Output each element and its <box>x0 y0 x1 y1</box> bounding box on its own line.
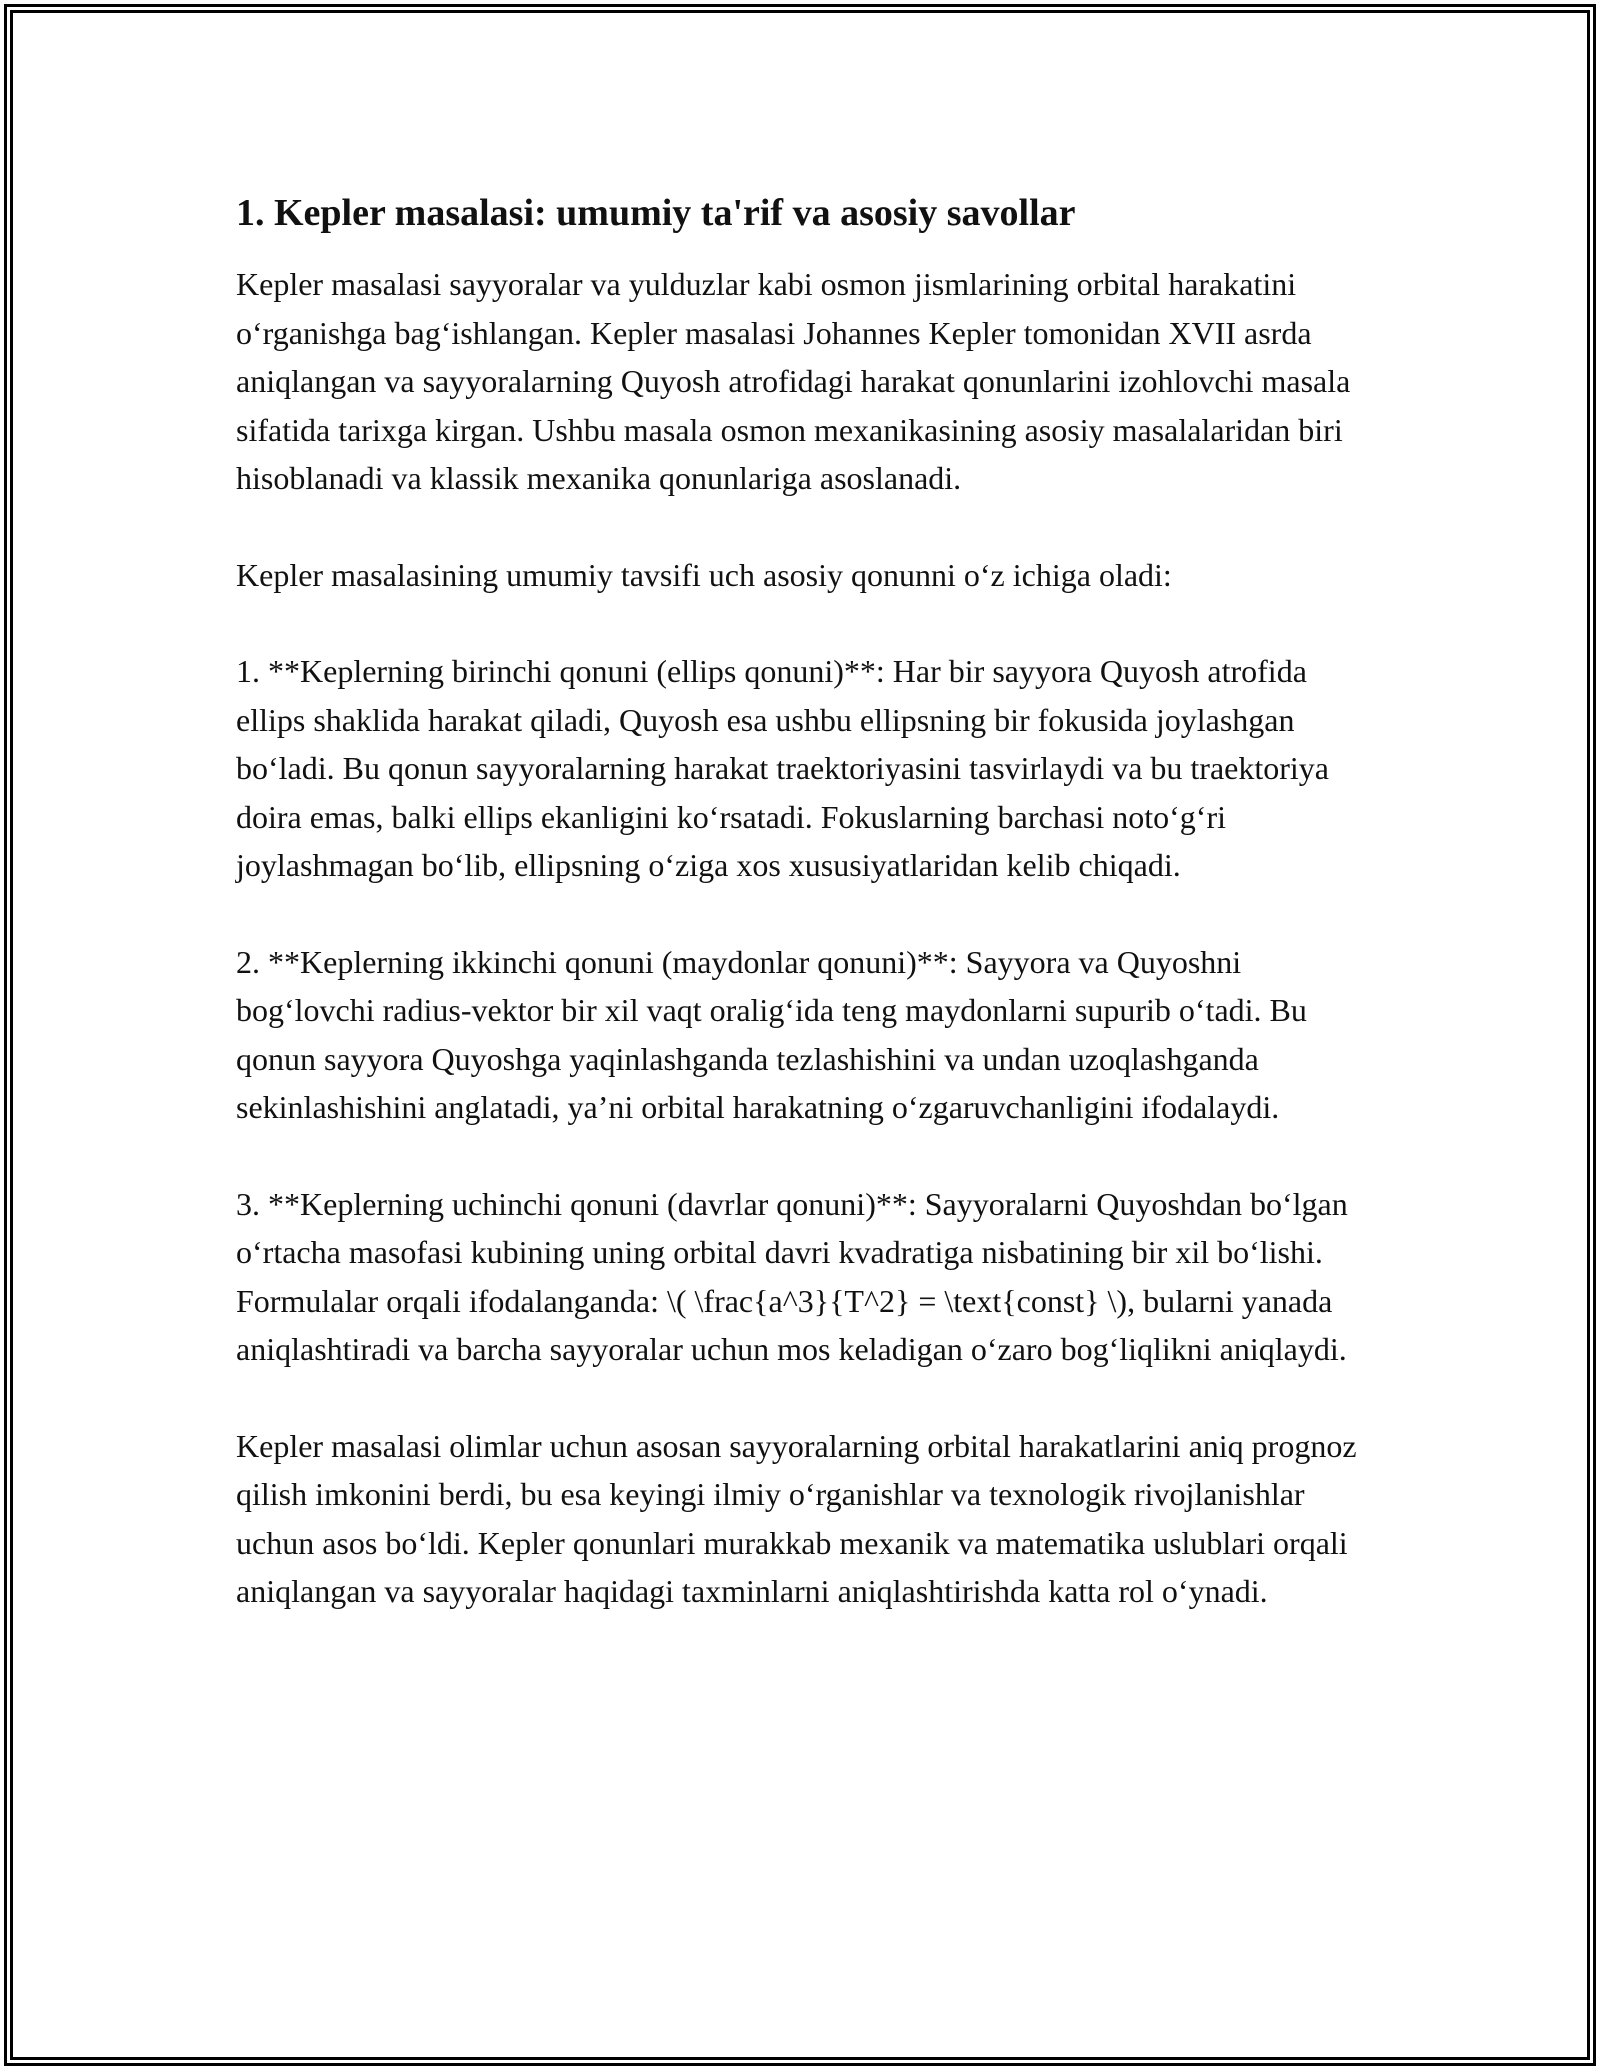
paragraph-intro: Kepler masalasi sayyoralar va yulduzlar kabi osmon jismlarining orbital harakatini o‘rganishga bag‘ishlangan. Kepler masalasi Johannes Kepler tomonidan XVII asrda aniqlangan va sayyoralarning Quyosh atrofidagi harakat qonunlarini izohlovchi masala sifatida tarixga kirgan. Ushbu masala osmon mexanikasining asosiy masalalaridan biri hisoblanadi va klassik mexanika qonunlariga asoslanadi. <box>236 266 1351 496</box>
paragraph-third-law: 3. **Keplerning uchinchi qonuni (davrlar qonuni)**: Sayyoralarni Quyoshdan bo‘lgan o‘rtacha masofasi kubining uning orbital davri kvadratiga nisbatining bir xil bo‘lishi. Formulalar orqali ifodalanganda: \( \frac{a^3}{T^2} = \text{const} \), bularni yanada aniqlashtiradi va barcha sayyoralar uchun mos keladigan o‘zaro bog‘liqlikni aniqlaydi. <box>236 1185 1348 1367</box>
document-title: 1. Kepler masalasi: umumiy ta'rif va asosiy savollar <box>236 192 1076 234</box>
paragraph-second-law: 2. **Keplerning ikkinchi qonuni (maydonlar qonuni)**: Sayyora va Quyoshni bog‘lovchi radius-vektor bir xil vaqt oralig‘ida teng maydonlarni supurib o‘tadi. Bu qonun sayyora Quyoshga yaqinlashganda tezlashishini va undan uzoqlashganda sekinlashishini anglatadi, ya’ni orbital harakatning o‘zgaruvchanligini ifodalaydi. <box>236 943 1307 1125</box>
paragraph-conclusion: Kepler masalasi olimlar uchun asosan sayyoralarning orbital harakatlarini aniq prognoz qilish imkonini berdi, bu esa keyingi ilmiy o‘rganishlar va texnologik rivojlanishlar uchun asos bo‘ldi. Kepler qonunlari murakkab mexanik va matematika uslublari orqali aniqlangan va sayyoralar haqidagi taxminlarni aniqlashtirishda katta rol o‘ynadi. <box>236 1427 1357 1609</box>
paragraph-laws-intro: Kepler masalasining umumiy tavsifi uch asosiy qonunni o‘z ichiga oladi: <box>236 556 1172 593</box>
document-body <box>236 188 1366 1616</box>
paragraph-first-law: 1. **Keplerning birinchi qonuni (ellips qonuni)**: Har bir sayyora Quyosh atrofida ellips shaklida harakat qiladi, Quyosh esa ushbu ellipsning bir fokusida joylashgan bo‘ladi. Bu qonun sayyoralarning harakat traektoriyasini tasvirlaydi va bu traektoriya doira emas, balki ellips ekanligini ko‘rsatadi. Fokuslarning barchasi noto‘g‘ri joylashmagan bo‘lib, ellipsning o‘ziga xos xususiyatlaridan kelib chiqadi. <box>236 653 1329 883</box>
